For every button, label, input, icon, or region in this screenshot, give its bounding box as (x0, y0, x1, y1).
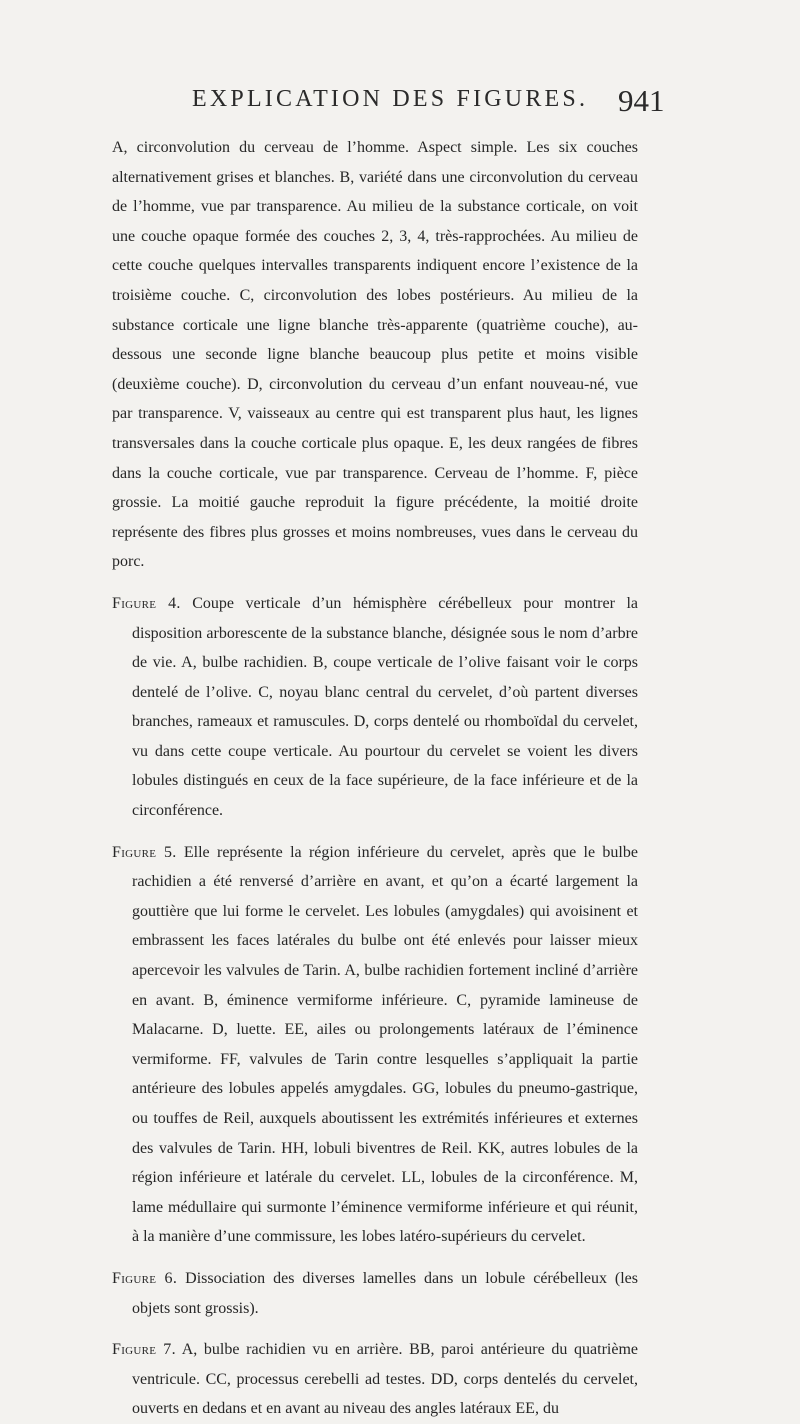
paragraph-text: Elle représente la région inférieure du cervelet, après que le bulbe rachidien a été renversé d’arrière en avant, et qu’on a écarté largement la gouttière que lui forme le cervelet. Les lobules (amygdales) qui avoisinent et embrassent les faces latérales du bulbe ont été enlevés pour laisser mieux apercevoir les valvules de Tarin. A, bulbe rachidien fortement incliné d’arrière en avant. B, éminence vermiforme inférieure. C, pyramide lamineuse de Malacarne. D, luette. EE, ailes ou prolongements latéraux de l’éminence vermiforme. FF, valvules de Tarin contre lesquelles s’appliquait la partie antérieure des lobules appelés amygdales. GG, lobules du pneumo-gastrique, ou touffes de Reil, auxquels aboutissent les extrémités inférieures et externes des valvules de Tarin. HH, lobuli biventres de Reil. KK, autres lobules de la région inférieure et latérale du cervelet. LL, lobules de la circonférence. M, lame médullaire qui surmonte l’éminence vermiforme inférieure et qui réunit, à la manière d’une commissure, les lobes latéro-supérieurs du cervelet. (132, 843, 638, 1246)
page-header (0, 83, 800, 126)
figure-label: Figure 5. (112, 843, 177, 861)
paragraph-text: Coupe verticale d’un hémisphère cérébelleux pour montrer la disposition arborescente de la substance blanche, désignée sous le nom d’arbre de vie. A, bulbe rachidien. B, coupe verticale de l’olive faisant voir le corps dentelé de l’olive. C, noyau blanc central du cervelet, d’où partent diverses branches, rameaux et ramuscules. D, corps dentelé ou rhomboïdal du cervelet, vu dans cette coupe verticale. Au pourtour du cervelet se voient les divers lobules distingués en ceux de la face supérieure, de la face inférieure et de la circonférence. (132, 594, 638, 820)
paragraph-figure-6 (112, 1264, 638, 1323)
figure-label: Figure 6. (112, 1269, 178, 1287)
paragraph-text: A, circonvolution du cerveau de l’homme. Aspect simple. Les six couches alternativement grises et blanches. B, variété dans une circonvolution du cerveau de l’homme, vue par transparence. Au milieu de la substance corticale, on voit une couche opaque formée des couches 2, 3, 4, très-rapprochées. Au milieu de cette couche quelques intervalles transparents indiquent encore l’existence de la troisième couche. C, circonvolution des lobes postérieurs. Au milieu de la substance corticale une ligne blanche très-apparente (quatrième couche), au-dessous une seconde ligne blanche beaucoup plus petite et moins visible (deuxième couche). D, circonvolution du cerveau d’un enfant nouveau-né, vue par transparence. V, vaisseaux au centre qui est transparent plus haut, les lignes transversales dans la couche corticale plus opaque. E, les deux rangées de fibres dans la couche corticale, vue par transparence. Cerveau de l’homme. F, pièce grossie. La moitié gauche reproduit la figure précédente, la moitié droite représente des fibres plus grosses et moins nombreuses, vues dans le cerveau du porc. (112, 139, 638, 571)
running-title: EXPLICATION DES FIGURES. (192, 86, 589, 112)
figure-label: Figure 7. (112, 1341, 176, 1359)
paragraph-text: A, bulbe rachidien vu en arrière. BB, paroi antérieure du quatrième ventricule. CC, processus cerebelli ad testes. DD, corps dentelés du cervelet, ouverts en dedans et en avant au niveau des angles latéraux EE, du (132, 1341, 638, 1418)
body-text (112, 133, 638, 1424)
paragraph-text: Dissociation des diverses lamelles dans un lobule cérébelleux (les objets sont grossis). (132, 1269, 639, 1317)
paragraph-figure-7 (112, 1335, 638, 1424)
figure-label: Figure 4. (112, 594, 181, 612)
paragraph-figure-5 (112, 838, 638, 1252)
paragraph-figure-3-continued (112, 133, 638, 577)
page-number: 941 (618, 83, 665, 118)
paragraph-figure-4 (112, 589, 638, 826)
